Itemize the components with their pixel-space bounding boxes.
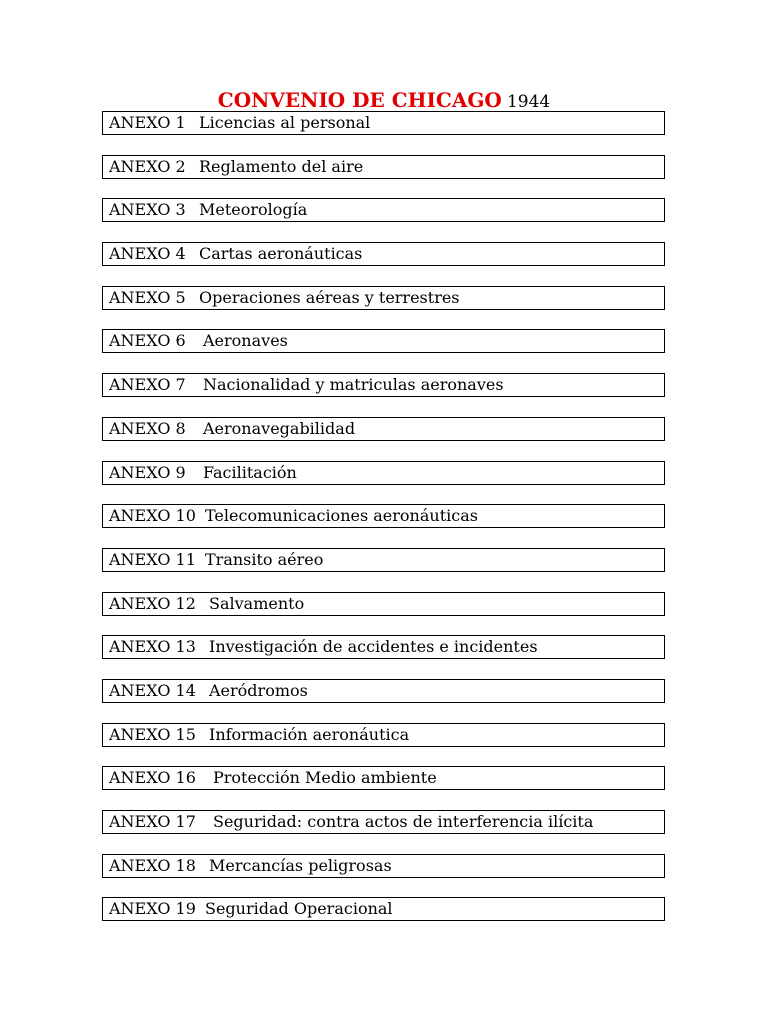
annex-row — [102, 373, 665, 397]
annex-name: Cartas aeronáuticas — [199, 244, 363, 264]
annex-name: Meteorología — [199, 200, 308, 220]
annex-number: ANEXO 7 — [109, 375, 186, 395]
annex-row — [102, 198, 665, 222]
annex-name: Investigación de accidentes e incidentes — [209, 637, 538, 657]
annex-row — [102, 417, 665, 441]
annex-number: ANEXO 14 — [109, 680, 196, 700]
annex-name: Mercancías peligrosas — [209, 855, 392, 875]
annex-number: ANEXO 9 — [109, 462, 186, 482]
annex-row — [102, 461, 665, 485]
annex-row — [102, 723, 665, 747]
annex-row — [102, 766, 665, 790]
annex-row — [102, 111, 665, 135]
annex-row — [102, 810, 665, 834]
annex-row — [102, 548, 665, 572]
annex-number: ANEXO 4 — [109, 244, 186, 264]
annex-name: Reglamento del aire — [199, 156, 364, 176]
annex-row — [102, 155, 665, 179]
annex-number: ANEXO 18 — [109, 855, 196, 875]
annex-number: ANEXO 6 — [109, 331, 186, 351]
annex-number: ANEXO 11 — [109, 549, 196, 569]
annex-list — [102, 111, 665, 941]
title-year: 1944 — [506, 92, 551, 112]
annex-row — [102, 635, 665, 659]
annex-name: Nacionalidad y matriculas aeronaves — [203, 375, 504, 395]
annex-name: Telecomunicaciones aeronáuticas — [205, 506, 478, 526]
annex-name: Seguridad Operacional — [205, 899, 393, 919]
annex-row — [102, 592, 665, 616]
annex-number: ANEXO 2 — [109, 156, 186, 176]
annex-number: ANEXO 1 — [109, 113, 186, 132]
annex-number: ANEXO 12 — [109, 593, 196, 613]
annex-name: Operaciones aéreas y terrestres — [199, 287, 460, 307]
annex-number: ANEXO 17 — [109, 812, 196, 831]
annex-name: Salvamento — [209, 593, 305, 613]
annex-name: Licencias al personal — [199, 113, 371, 132]
title-text: CONVENIO DE CHICAGO — [217, 88, 502, 112]
annex-name: Información aeronáutica — [209, 724, 410, 744]
annex-row — [102, 679, 665, 703]
annex-name: Transito aéreo — [205, 549, 324, 569]
annex-row — [102, 504, 665, 528]
annex-name: Aeronavegabilidad — [203, 418, 356, 438]
annex-row — [102, 897, 665, 921]
annex-name: Seguridad: contra actos de interferencia ilícita — [213, 812, 594, 831]
annex-number: ANEXO 8 — [109, 418, 186, 438]
annex-row — [102, 329, 665, 353]
annex-name: Aeródromos — [209, 680, 308, 700]
annex-number: ANEXO 10 — [109, 506, 196, 526]
annex-number: ANEXO 5 — [109, 287, 186, 307]
annex-number: ANEXO 15 — [109, 724, 196, 744]
annex-number: ANEXO 16 — [109, 768, 196, 788]
annex-name: Facilitación — [203, 462, 297, 482]
annex-number: ANEXO 13 — [109, 637, 196, 657]
annex-row — [102, 286, 665, 310]
annex-name: Protección Medio ambiente — [213, 768, 437, 788]
annex-row — [102, 242, 665, 266]
annex-number: ANEXO 19 — [109, 899, 196, 919]
annex-row — [102, 854, 665, 878]
annex-number: ANEXO 3 — [109, 200, 186, 220]
annex-name: Aeronaves — [203, 331, 288, 351]
